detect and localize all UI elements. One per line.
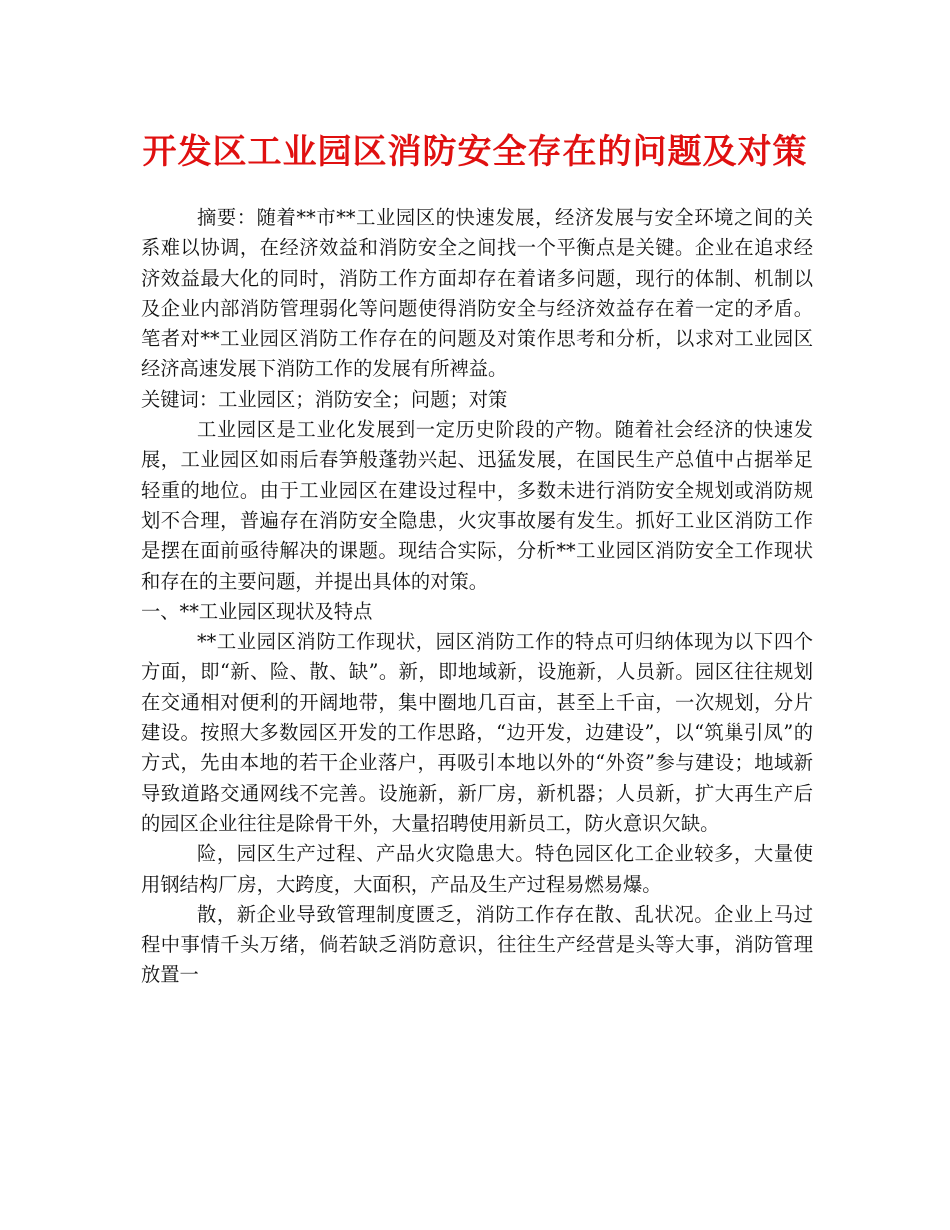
paragraph: 一、**工业园区现状及特点: [141, 599, 373, 623]
paragraph: 险，园区生产过程、产品火灾隐患大。特色园区化工企业较多，大量使用钢结构厂房，大跨度，大面积，产品及生产过程易燃易爆。: [141, 842, 813, 896]
paragraph: 关键词：工业园区；消防安全；问题；对策: [141, 387, 508, 411]
paragraph: 散，新企业导致管理制度匮乏，消防工作存在散、乱状况。企业上马过程中事情千头万绪，倘若缺乏消防意识，往往生产经营是头等大事，消防管理放置一: [141, 902, 813, 987]
paragraph: 摘要：随着**市**工业园区的快速发展，经济发展与安全环境之间的关系难以协调，在经济效益和消防安全之间找一个平衡点是关键。企业在追求经济效益最大化的同时，消防工作方面却存在着诸多问题，现行的体制、机制以及企业内部消防管理弱化等问题使得消防安全与经济效益存在着一定的矛盾。笔者对**工业园区消防工作存在的问题及对策作思考和分析，以求对工业园区经济高速发展下消防工作的发展有所裨益。: [141, 206, 813, 381]
document-body: [141, 203, 813, 991]
document-title: 开发区工业园区消防安全存在的问题及对策: [142, 132, 808, 172]
paragraph: 工业园区是工业化发展到一定历史阶段的产物。随着社会经济的快速发展，工业园区如雨后春笋般蓬勃兴起、迅猛发展，在国民生产总值中占据举足轻重的地位。由于工业园区在建设过程中，多数未进行消防安全规划或消防规划不合理，普遍存在消防安全隐患，火灾事故屡有发生。抓好工业区消防工作是摆在面前亟待解决的课题。现结合实际，分析**工业园区消防安全工作现状和存在的主要问题，并提出具体的对策。: [141, 418, 813, 593]
paragraph: **工业园区消防工作现状，园区消防工作的特点可归纳体现为以下四个方面，即“新、险、散、缺”。新，即地域新，设施新，人员新。园区往往规划在交通相对便利的开阔地带，集中圈地几百亩，甚至上千亩，一次规划，分片建设。按照大多数园区开发的工作思路，“边开发，边建设”，以“筑巢引凤”的方式，先由本地的若干企业落户，再吸引本地以外的“外资”参与建设；地域新导致道路交通网线不完善。设施新，新厂房，新机器；人员新，扩大再生产后的园区企业往往是除骨干外，大量招聘使用新员工，防火意识欠缺。: [141, 630, 813, 835]
